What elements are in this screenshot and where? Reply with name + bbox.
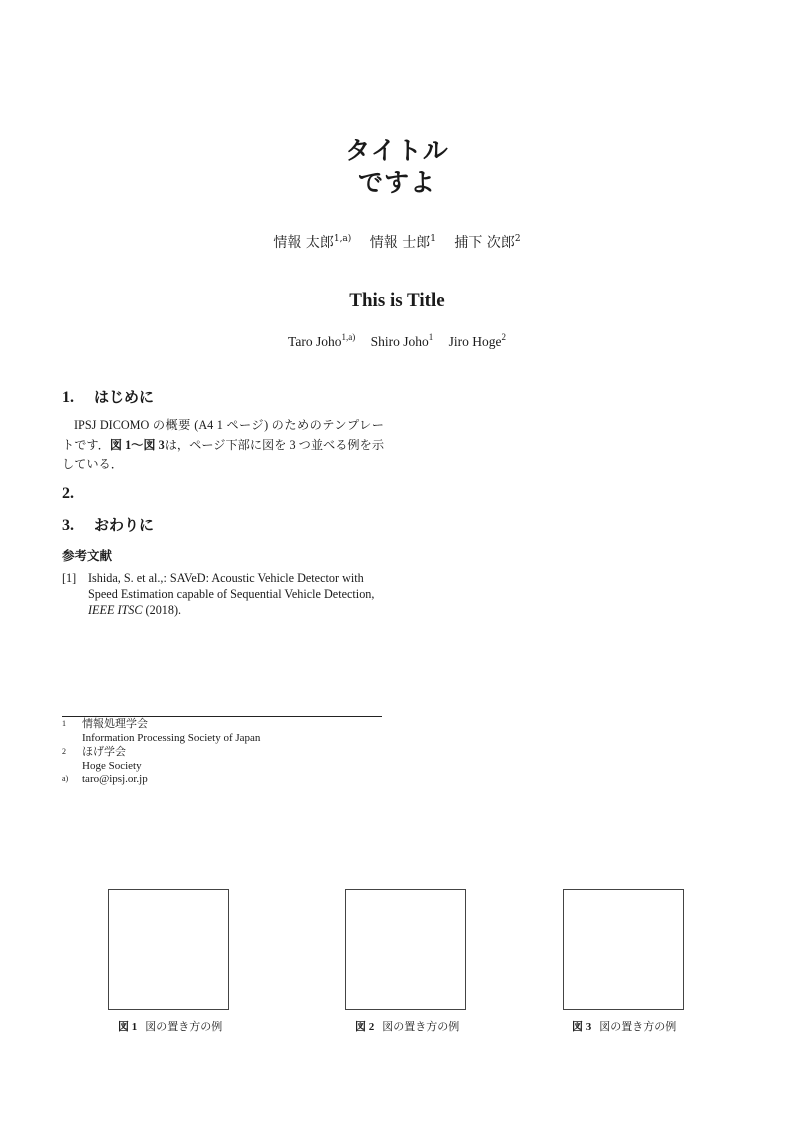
intro-paragraph: IPSJ DICOMO の概要 (A4 1 ページ) のためのテンプレートです．図 1〜図 3は，ページ下部に図を 3 つ並べる例を示している． xyxy=(62,418,385,471)
section-heading-1: 1. はじめに xyxy=(62,388,155,406)
email-link[interactable]: taro@ipsj.or.jp xyxy=(82,773,148,785)
authors-ja xyxy=(0,232,794,252)
section-heading-3: 3. おわりに xyxy=(62,516,155,534)
author-ja: 捕下 次郎$^2$ xyxy=(454,234,521,251)
reference-item: [1] Ishida, S. et al.,: SAVeD: Acoustic Vehicle Detector with Speed Estimation capable of Sequential Vehicle Detection, IEEE ITSC (2018). xyxy=(62,571,375,617)
author-ja: 情報 士郎$^1$ xyxy=(369,234,436,251)
author-ja: 情報 太郎$^{1,a)}$ xyxy=(273,234,352,251)
figure-3-caption: 図 3 図の置き方の例 xyxy=(572,1021,677,1033)
title-en: This is Title xyxy=(349,290,445,311)
figure-2-caption: 図 2 図の置き方の例 xyxy=(355,1021,460,1033)
section-heading-2: 2. xyxy=(62,485,74,502)
authors-en xyxy=(0,334,794,350)
figure-3-placeholder xyxy=(563,889,684,1010)
figure-reference[interactable]: 図 1〜図 3 xyxy=(109,437,165,452)
footnote-rule xyxy=(62,716,382,717)
title-ja-line2: ですよ xyxy=(357,168,436,197)
figure-1-caption: 図 1 図の置き方の例 xyxy=(118,1021,223,1033)
figure-1-placeholder xyxy=(108,889,229,1010)
references-heading: 参考文献 xyxy=(62,548,113,563)
footnote-2: 2 ほげ学会 Hoge Society xyxy=(62,746,142,772)
title-ja-line1: タイトル xyxy=(345,136,449,165)
footnote-1: 1 情報処理学会 Information Processing Society of Japan xyxy=(62,718,261,744)
author-en: Shiro Joho$^1$ xyxy=(370,332,434,349)
author-en: Jiro Hoge$^2$ xyxy=(448,332,506,349)
figure-2-placeholder xyxy=(345,889,466,1010)
author-en: Taro Joho$^{1,a)}$ xyxy=(288,332,356,349)
footnote-a: a) taro@ipsj.or.jp xyxy=(62,773,382,787)
